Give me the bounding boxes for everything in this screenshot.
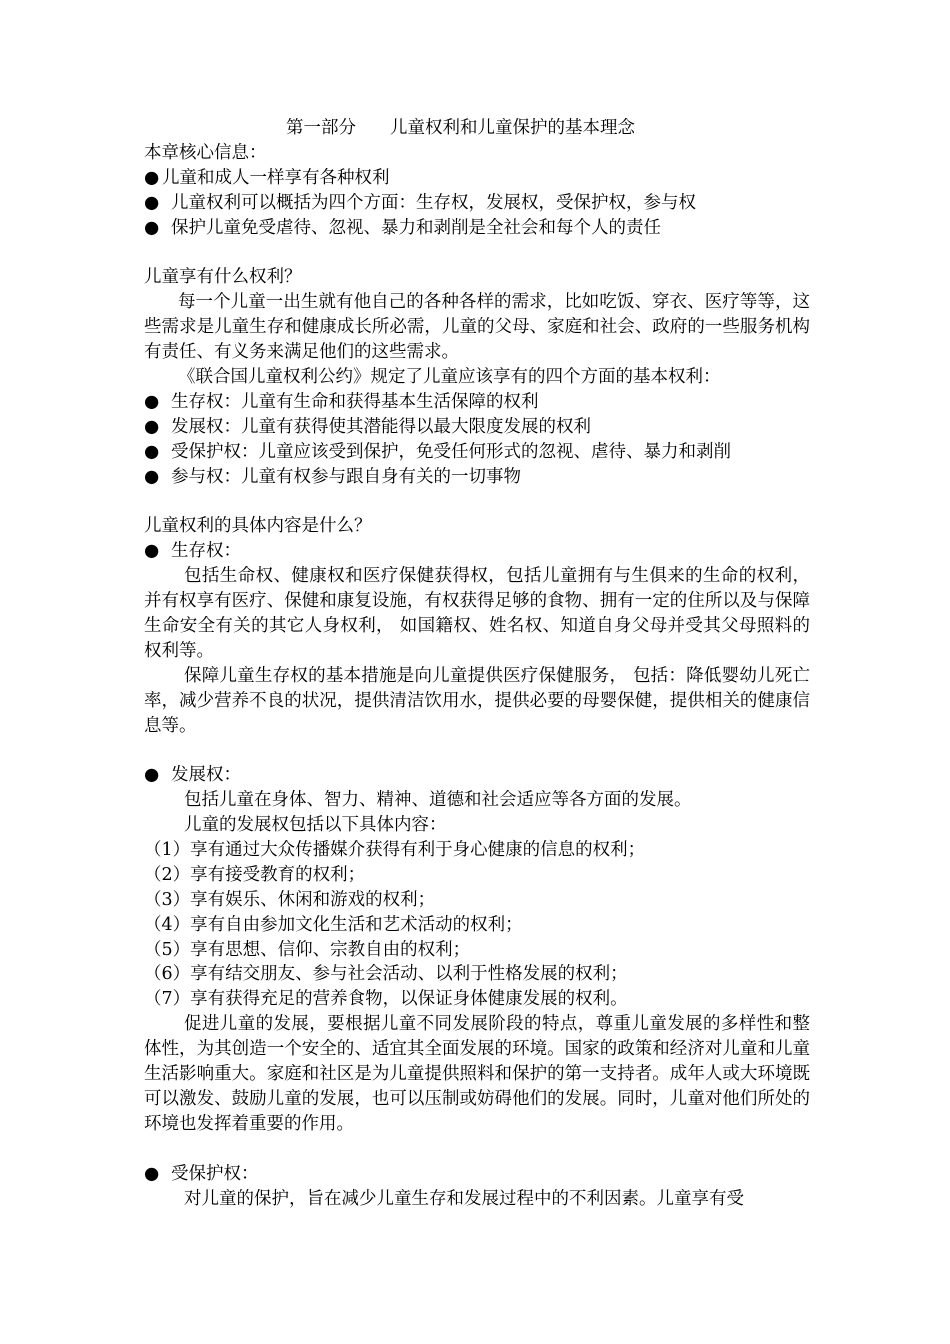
paragraph: 保障儿童生存权的基本措施是向儿童提供医疗保健服务， 包括：降低婴幼儿死亡率，减少营养不良的状况，提供清洁饮用水，提供必要的母婴保健，提供相关的健康信息等。 xyxy=(144,665,810,736)
development-item: （2）享有接受教育的权利； xyxy=(144,864,366,885)
core-item-2: ● 儿童权利可以概括为四个方面：生存权，发展权，受保护权，参与权 xyxy=(144,191,810,216)
title-part: 第一部分 xyxy=(286,118,356,138)
paragraph: 包括生命权、健康权和医疗保健获得权，包括儿童拥有与生俱来的生命的权利，并有权享有医疗、保健和康复设施，有权获得足够的食物、拥有一定的住所以及与保障生命安全有关的其它人身权利， 如国籍权、姓名权、知道自身父母并受其父母照料的权利等。 xyxy=(144,566,810,661)
bullet-icon: ● xyxy=(144,466,160,487)
bullet-icon: ● xyxy=(144,1163,160,1184)
bullet-icon: ● xyxy=(144,416,160,437)
paragraph: 儿童的发展权包括以下具体内容： xyxy=(184,815,447,836)
development-item: （7）享有获得充足的营养食物，以保证身体健康发展的权利。 xyxy=(144,989,628,1010)
rights-item: ● 参与权：儿童有权参与跟自身有关的一切事物 xyxy=(144,465,810,490)
development-item: （3）享有娱乐、休闲和游戏的权利； xyxy=(144,889,436,910)
paragraph: 促进儿童的发展，要根据儿童不同发展阶段的特点，尊重儿童发展的多样性和整体性，为其创造一个安全的、适宜其全面发展的环境。国家的政策和经济对儿童和儿童生活影响重大。家庭和社区是为儿童提供照料和保护的第一支持者。成年人或大环境既可以激发、鼓励儿童的发展，也可以压制或妨碍他们的发展。同时，儿童对他们所处的环境也发挥着重要的作用。 xyxy=(144,1014,810,1134)
development-item: （5）享有思想、信仰、宗教自由的权利； xyxy=(144,939,471,960)
bullet-icon: ● xyxy=(144,441,160,462)
development-item: （6）享有结交朋友、参与社会活动、以利于性格发展的权利； xyxy=(144,964,628,985)
rights-item: ● 受保护权：儿童应该受到保护，免受任何形式的忽视、虐待、暴力和剥削 xyxy=(144,440,810,465)
subsection-protection: ● 受保护权： xyxy=(144,1162,810,1187)
document-page xyxy=(144,116,810,1211)
subsection-survival: ● 生存权： xyxy=(144,539,810,564)
core-item-1: ● 儿童和成人一样享有各种权利 xyxy=(144,166,810,191)
bullet-icon: ● xyxy=(144,167,160,188)
development-item: （1）享有通过大众传播媒介获得有利于身心健康的信息的权利； xyxy=(144,839,646,860)
page-title xyxy=(144,116,810,141)
bullet-icon: ● xyxy=(144,765,160,786)
paragraph: 每一个儿童一出生就有他自己的各种各样的需求，比如吃饭、穿衣、医疗等等，这些需求是儿童生存和健康成长所必需，儿童的父母、家庭和社会、政府的一些服务机构有责任、有义务来满足他们的这些需求。 xyxy=(144,292,810,363)
rights-item: ● 生存权：儿童有生命和获得基本生活保障的权利 xyxy=(144,390,810,415)
section-question-2: 儿童权利的具体内容是什么？ xyxy=(144,516,372,537)
paragraph: 《联合国儿童权利公约》规定了儿童应该享有的四个方面的基本权利： xyxy=(178,366,721,387)
paragraph: 对儿童的保护，旨在减少儿童生存和发展过程中的不利因素。儿童享有受 xyxy=(184,1188,744,1209)
core-item-3: ● 保护儿童免受虐待、忽视、暴力和剥削是全社会和每个人的责任 xyxy=(144,216,810,241)
subsection-development: ● 发展权： xyxy=(144,763,810,788)
core-heading: 本章核心信息： xyxy=(144,142,267,163)
paragraph: 包括儿童在身体、智力、精神、道德和社会适应等各方面的发展。 xyxy=(184,790,692,811)
bullet-icon: ● xyxy=(144,391,160,412)
title-main: 儿童权利和儿童保护的基本理念 xyxy=(390,118,635,138)
rights-item: ● 发展权：儿童有获得使其潜能得以最大限度发展的权利 xyxy=(144,415,810,440)
section-question-1: 儿童享有什么权利？ xyxy=(144,267,302,288)
bullet-icon: ● xyxy=(144,541,160,562)
development-item: （4）享有自由参加文化生活和艺术活动的权利； xyxy=(144,914,523,935)
bullet-icon: ● xyxy=(144,217,160,238)
bullet-icon: ● xyxy=(144,192,160,213)
